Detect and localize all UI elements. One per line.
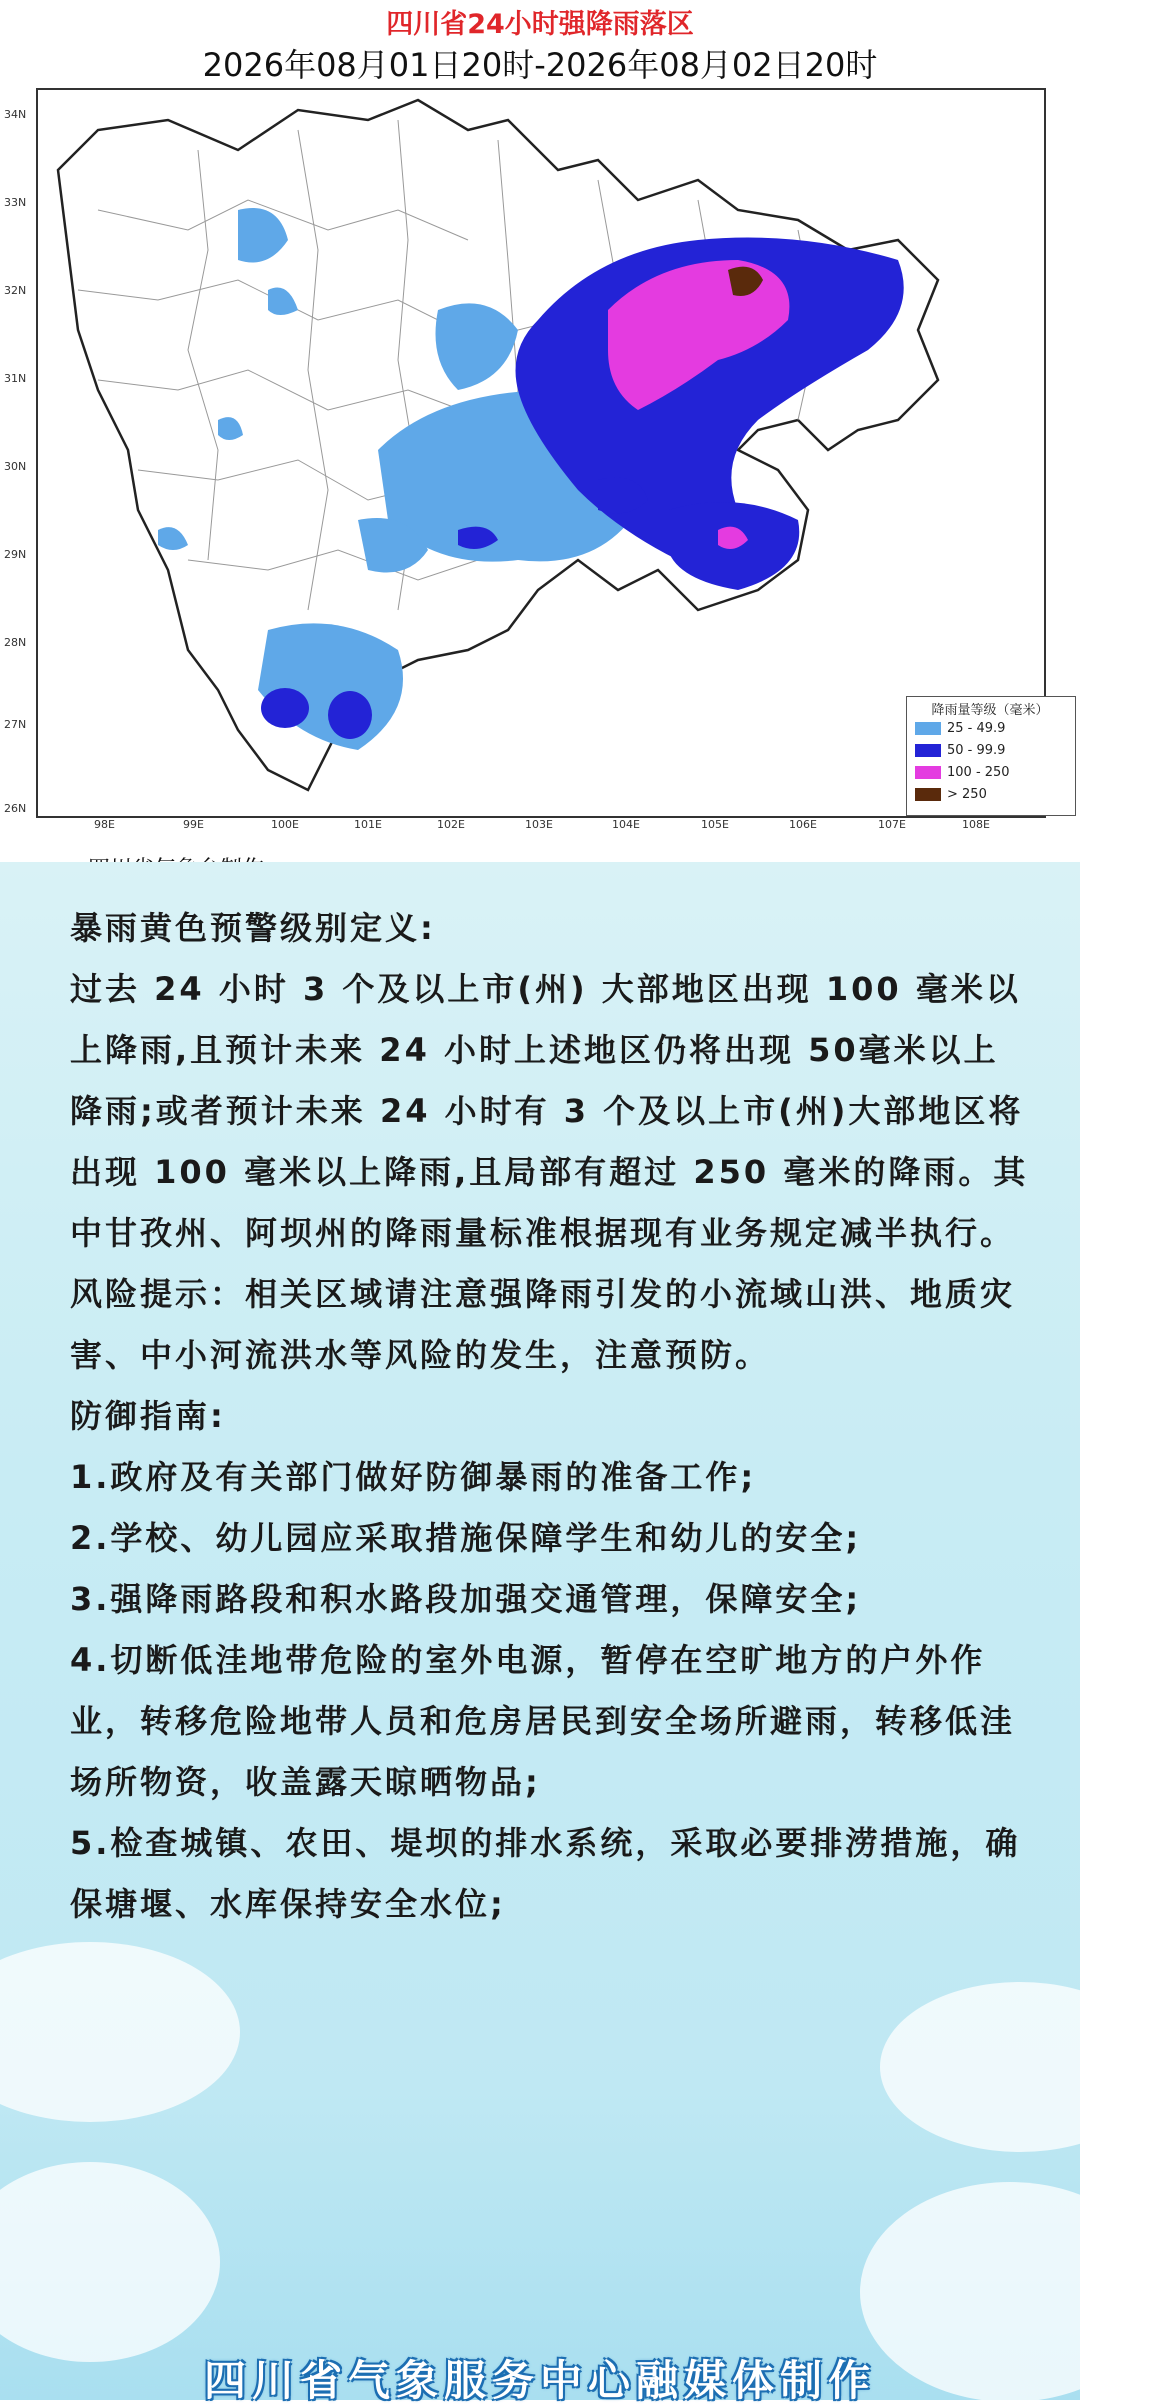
guide-item: 4.切断低洼地带危险的室外电源，暂停在空旷地方的户外作业，转移危险地带人员和危房居民到安全场所避雨，转移低洼场所物资，收盖露天晾晒物品; xyxy=(70,1641,1016,1801)
lat-label: 34N xyxy=(4,108,27,121)
warning-info-panel xyxy=(0,862,1080,2405)
lon-label: 102E xyxy=(437,818,465,831)
legend-label: 50 - 99.9 xyxy=(947,743,1006,758)
lat-label: 30N xyxy=(4,460,27,473)
guide-item: 5.检查城镇、农田、堤坝的排水系统，采取必要排涝措施，确保塘堰、水库保持安全水位; xyxy=(70,1824,1021,1923)
lat-label: 26N xyxy=(4,802,27,815)
guide-item: 2.学校、幼儿园应采取措施保障学生和幼儿的安全; xyxy=(70,1519,862,1557)
legend-label: > 250 xyxy=(947,787,987,802)
legend-label: 25 - 49.9 xyxy=(947,721,1006,736)
map-legend xyxy=(906,696,1076,816)
legend-title: 降雨量等级（毫米） xyxy=(931,703,1049,718)
lon-label: 100E xyxy=(271,818,299,831)
cloud-decoration xyxy=(0,2162,220,2362)
footer-credit: 四川省气象服务中心融媒体制作 xyxy=(203,2356,876,2405)
lat-label: 27N xyxy=(4,718,27,731)
map-subtitle: 2026年08月01日20时-2026年08月02日20时 xyxy=(202,46,878,84)
lon-label: 104E xyxy=(612,818,640,831)
lon-label: 107E xyxy=(878,818,906,831)
legend-swatch xyxy=(915,744,941,757)
lon-label: 105E xyxy=(701,818,729,831)
risk-tip: 风险提示：相关区域请注意强降雨引发的小流域山洪、地质灾害、中小河流洪水等风险的发生，注意预防。 xyxy=(70,1275,1016,1374)
rainfall-map xyxy=(36,88,1049,818)
lat-label: 29N xyxy=(4,548,27,561)
lon-label: 103E xyxy=(525,818,553,831)
map-panel xyxy=(0,0,1080,862)
definition-heading: 暴雨黄色预警级别定义: xyxy=(70,909,436,947)
lat-label: 32N xyxy=(4,284,27,297)
guide-item: 1.政府及有关部门做好防御暴雨的准备工作; xyxy=(70,1458,757,1496)
map-graphic xyxy=(38,90,1044,816)
guide-heading: 防御指南: xyxy=(70,1397,226,1435)
legend-swatch xyxy=(915,766,941,779)
lat-label: 33N xyxy=(4,196,27,209)
lon-label: 101E xyxy=(354,818,382,831)
legend-swatch xyxy=(915,788,941,801)
lon-label: 108E xyxy=(962,818,990,831)
legend-label: 100 - 250 xyxy=(947,765,1010,780)
legend-swatch xyxy=(915,722,941,735)
lon-label: 99E xyxy=(183,818,204,831)
map-title: 四川省24小时强降雨落区 xyxy=(386,9,694,40)
cloud-decoration xyxy=(0,1942,240,2122)
cloud-decoration xyxy=(880,1982,1160,2152)
lon-label: 106E xyxy=(789,818,817,831)
warning-text xyxy=(70,898,1030,1935)
definition-text: 过去 24 小时 3 个及以上市(州) 大部地区出现 100 毫米以上降雨,且预计未来 24 小时上述地区仍将出现 50毫米以上降雨;或者预计未来 24 小时有 3 个及以上市(州)大部地区将出现 100 毫米以上降雨,且局部有超过 250 毫米的降雨。其中甘孜州、阿坝州的降雨量标准根据现有业务规定减半执行。 xyxy=(70,970,1029,1252)
lat-label: 28N xyxy=(4,636,27,649)
guide-item: 3.强降雨路段和积水路段加强交通管理，保障安全; xyxy=(70,1580,862,1618)
lat-label: 31N xyxy=(4,372,27,385)
lon-label: 98E xyxy=(94,818,115,831)
